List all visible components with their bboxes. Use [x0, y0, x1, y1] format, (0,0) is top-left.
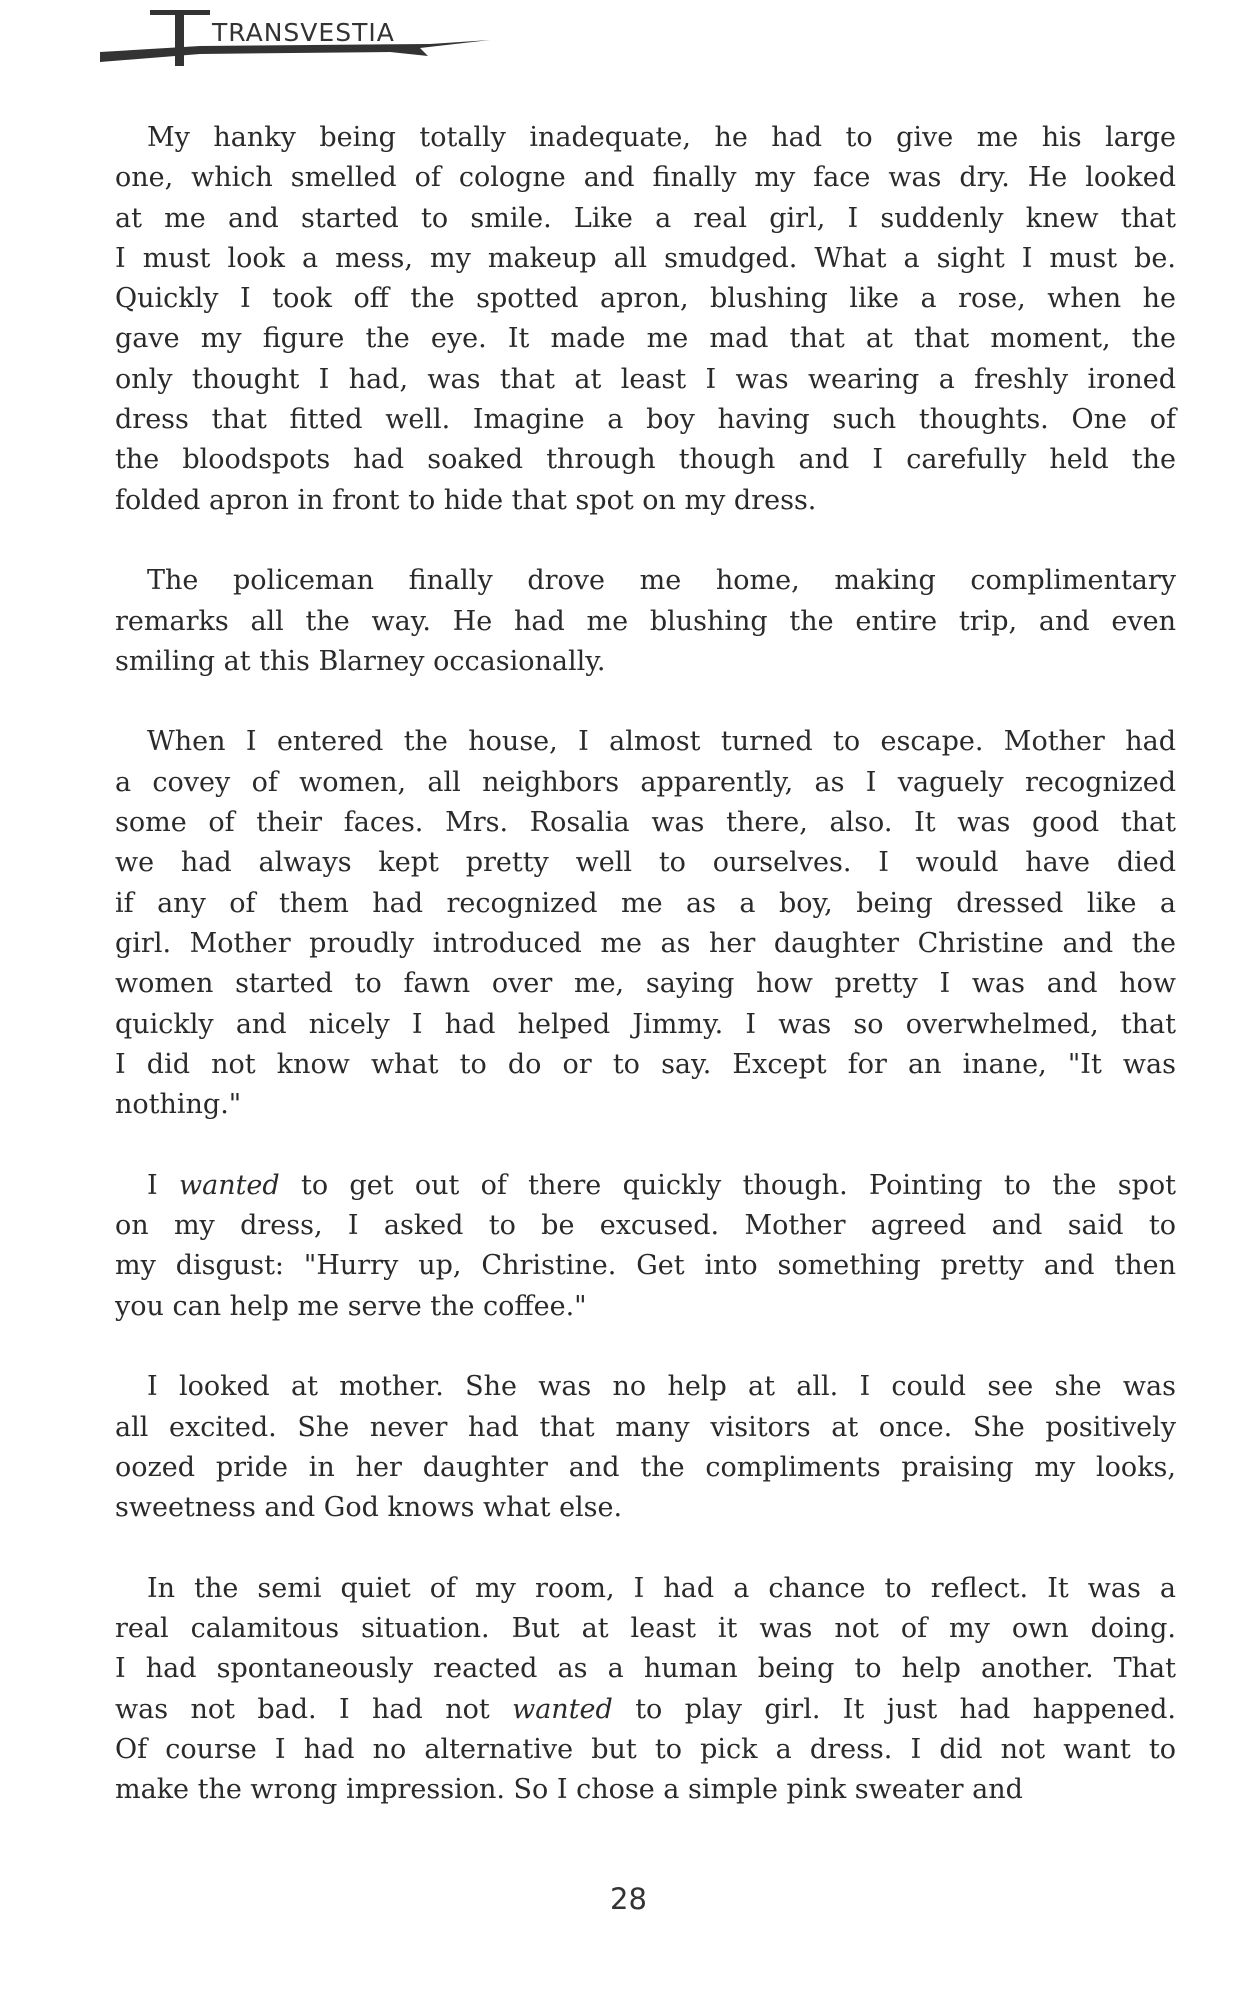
text-line: dress that fitted well. Imagine a boy having such thoughts. One of: [115, 404, 1176, 436]
text-line: if any of them had recognized me as a boy, being dressed like a: [115, 887, 1176, 919]
text-line: only thought I had, was that at least I was wearing a freshly ironed: [115, 363, 1176, 395]
text-line: gave my figure the eye. It made me mad that at that moment, the: [115, 323, 1176, 355]
text-line: folded apron in front to hide that spot on my dress.: [115, 484, 817, 516]
text-line: I had spontaneously reacted as a human being to help another. That: [115, 1653, 1176, 1685]
text-line: some of their faces. Mrs. Rosalia was there, also. It was good that: [115, 807, 1176, 839]
italic-emphasis: wanted: [178, 1169, 280, 1201]
text-line: was not bad. I had not wanted to play girl. It just had happened.: [115, 1693, 1176, 1725]
paragraph: [115, 1569, 1176, 1811]
article-body: [115, 118, 1176, 1851]
paragraph: [115, 722, 1176, 1125]
text-line: smiling at this Blarney occasionally.: [115, 645, 606, 677]
text-line: all excited. She never had that many visitors at once. She positively: [115, 1411, 1176, 1443]
text-line: Quickly I took off the spotted apron, blushing like a rose, when he: [115, 283, 1176, 315]
text-line: When I entered the house, I almost turned to escape. Mother had: [147, 726, 1176, 758]
text-line: I wanted to get out of there quickly though. Pointing to the spot: [147, 1169, 1177, 1201]
text-line: at me and started to smile. Like a real girl, I suddenly knew that: [115, 202, 1176, 234]
paragraph: [115, 1166, 1176, 1327]
page-number: 28: [610, 1882, 647, 1916]
text-line: I did not know what to do or to say. Except for an inane, "It was: [115, 1048, 1176, 1080]
logo-text: TRANSVESTIA: [212, 18, 395, 47]
paragraph: [115, 118, 1176, 521]
text-line: we had always kept pretty well to ourselves. I would have died: [115, 847, 1176, 879]
text-line: The policeman finally drove me home, making complimentary: [147, 565, 1176, 597]
text-line: the bloodspots had soaked through though and I carefully held the: [115, 444, 1176, 476]
text-line: a covey of women, all neighbors apparently, as I vaguely recognized: [115, 766, 1176, 798]
text-line: women started to fawn over me, saying how pretty I was and how: [115, 968, 1176, 1000]
masthead-logo: [100, 4, 500, 66]
text-line: I must look a mess, my makeup all smudged. What a sight I must be.: [115, 242, 1176, 274]
text-line: on my dress, I asked to be excused. Mother agreed and said to: [115, 1210, 1176, 1242]
text-line: real calamitous situation. But at least it was not of my own doing.: [115, 1612, 1176, 1644]
paragraph: [115, 1367, 1176, 1528]
text-line: girl. Mother proudly introduced me as her daughter Christine and the: [115, 927, 1176, 959]
text-line: remarks all the way. He had me blushing the entire trip, and even: [115, 605, 1176, 637]
text-line: I looked at mother. She was no help at all. I could see she was: [147, 1371, 1176, 1403]
text-line: make the wrong impression. So I chose a simple pink sweater and: [115, 1774, 1023, 1806]
text-line: oozed pride in her daughter and the compliments praising my looks,: [115, 1451, 1176, 1483]
text-line: my disgust: "Hurry up, Christine. Get into something pretty and then: [115, 1250, 1176, 1282]
text-line: one, which smelled of cologne and finally my face was dry. He looked: [115, 162, 1176, 194]
paragraph: [115, 561, 1176, 682]
italic-emphasis: wanted: [512, 1693, 613, 1725]
text-line: sweetness and God knows what else.: [115, 1492, 623, 1524]
text-line: quickly and nicely I had helped Jimmy. I was so overwhelmed, that: [115, 1008, 1176, 1040]
text-line: Of course I had no alternative but to pick a dress. I did not want to: [115, 1733, 1176, 1765]
text-line: you can help me serve the coffee.": [115, 1290, 587, 1322]
text-line: In the semi quiet of my room, I had a chance to reflect. It was a: [147, 1572, 1176, 1604]
text-line: nothing.": [115, 1089, 242, 1121]
text-line: My hanky being totally inadequate, he had to give me his large: [147, 122, 1176, 153]
